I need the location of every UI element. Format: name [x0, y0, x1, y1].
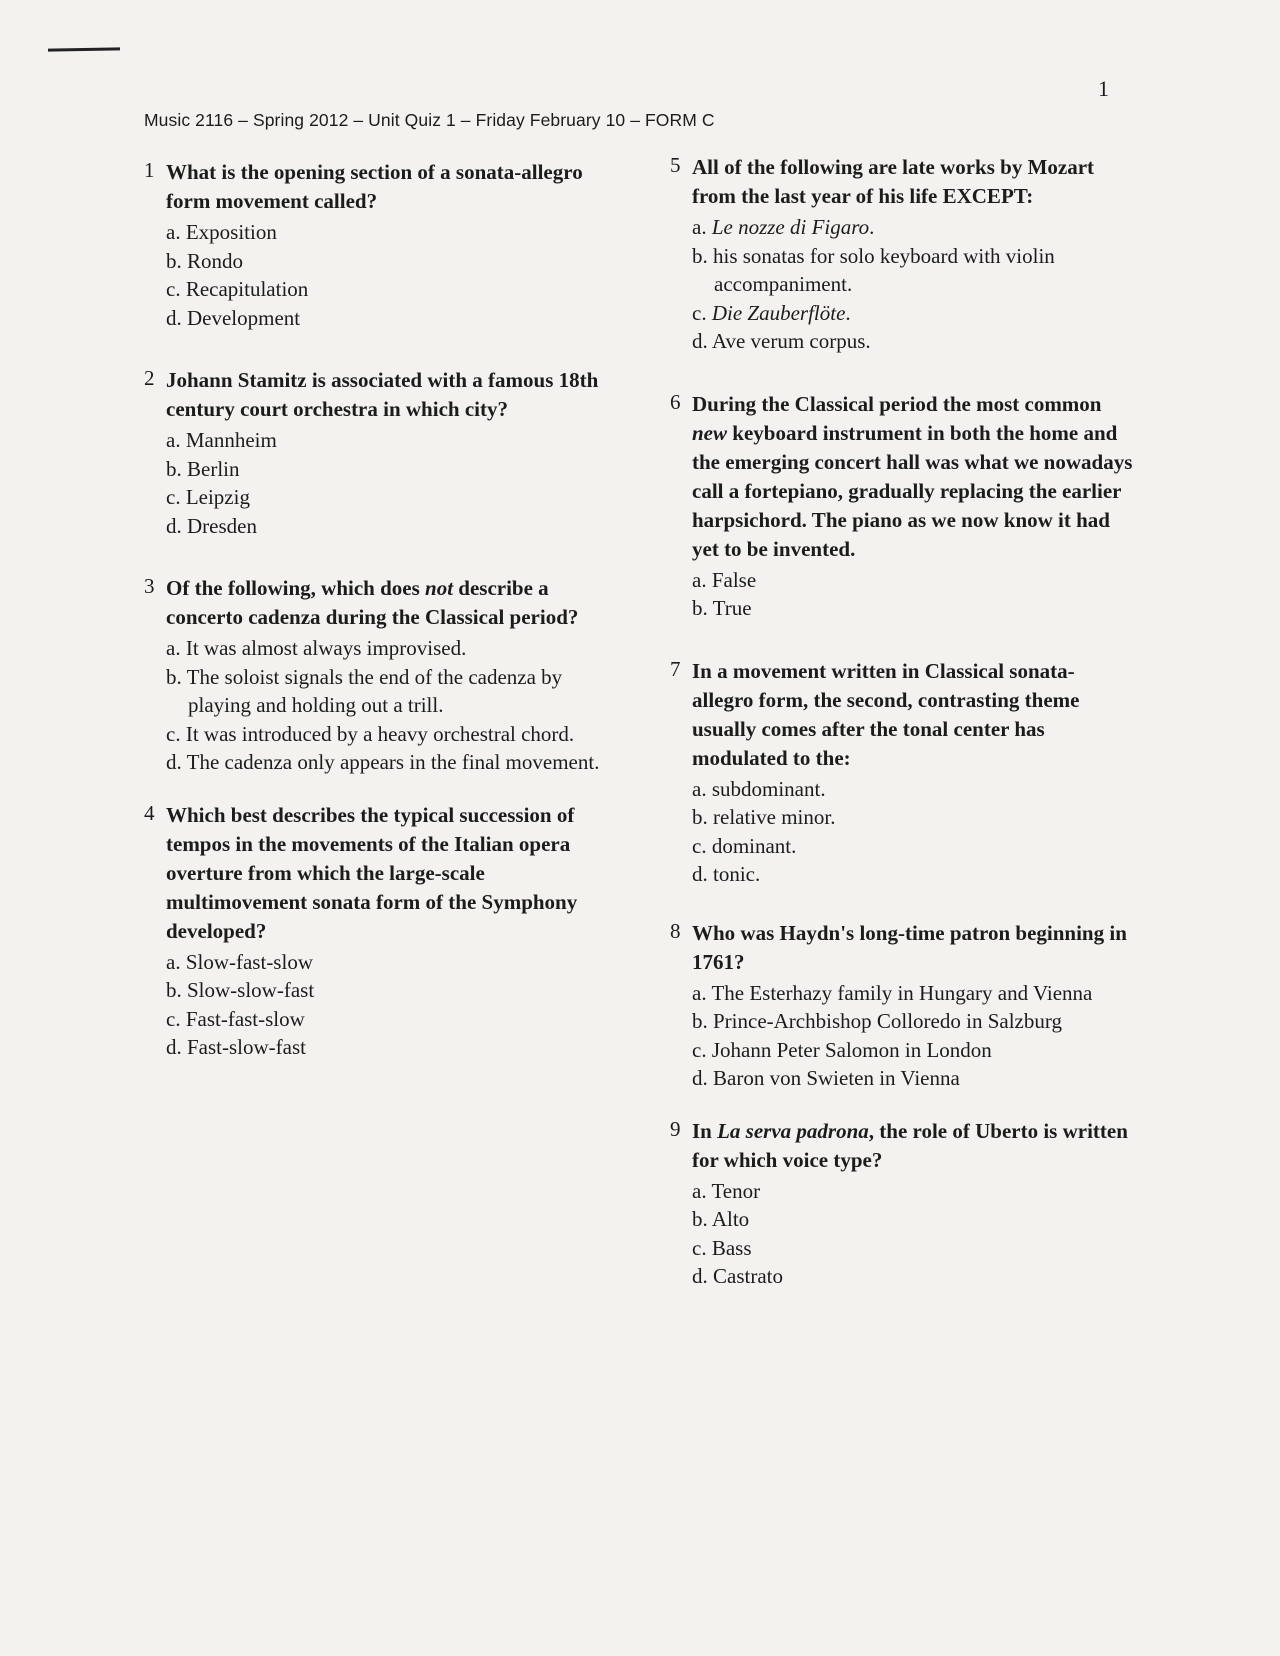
- question-number: 9: [670, 1116, 681, 1141]
- option-list: [166, 218, 610, 332]
- option-c: c. Leipzig: [166, 485, 250, 509]
- option-d: d. tonic.: [692, 862, 761, 886]
- question-number: 1: [144, 158, 155, 182]
- option-d: d. Ave verum corpus.: [692, 329, 871, 353]
- option-d: d. The cadenza only appears in the final movement.: [166, 750, 600, 774]
- option-c: [692, 299, 1136, 328]
- option-b: b. Slow-slow-fast: [166, 978, 315, 1002]
- scan-mark: [48, 47, 120, 51]
- option-list: [692, 213, 1136, 356]
- option-d: d. Development: [166, 305, 301, 330]
- question-text: In a movement written in Classical sonata-allegro form, the second, contrasting theme usually comes after the tonal center has modulated to the:: [692, 658, 1080, 770]
- question-text-emphasis: not: [425, 576, 454, 600]
- question-5: [666, 153, 1136, 356]
- option-d: d. Baron von Swieten in Vienna: [692, 1066, 960, 1090]
- option-a: a. The Esterhazy family in Hungary and Vienna: [692, 980, 1093, 1005]
- question-number: 6: [670, 389, 681, 414]
- option-list: [166, 426, 610, 540]
- question-2: [140, 366, 610, 540]
- option-b: b. Alto: [692, 1207, 750, 1231]
- question-6: [666, 390, 1136, 623]
- question-4: [140, 801, 610, 1062]
- option-a: [692, 213, 1136, 242]
- option-a: a. Mannheim: [166, 428, 277, 452]
- question-1: [140, 158, 610, 332]
- option-d: d. Castrato: [692, 1264, 783, 1288]
- question-7: [666, 657, 1136, 889]
- question-number: 5: [670, 153, 681, 177]
- option-a: a. Exposition: [166, 220, 277, 244]
- option-c: c. Recapitulation: [166, 277, 309, 301]
- work-title: La serva padrona: [717, 1118, 869, 1143]
- option-d: d. Fast-slow-fast: [166, 1035, 306, 1059]
- option-a: a. False: [692, 567, 757, 592]
- question-number: 8: [670, 918, 681, 943]
- option-suffix: .: [869, 215, 875, 239]
- question-number: 3: [144, 574, 155, 598]
- option-list: [692, 979, 1136, 1093]
- question-8: [666, 919, 1136, 1093]
- question-text-part: During the Classical period the most common: [692, 391, 1102, 416]
- question-3: [140, 574, 610, 777]
- question-text-part: , the role of Uberto is written for which voice type?: [692, 1118, 1128, 1172]
- option-c: c. It was introduced by a heavy orchestral chord.: [166, 721, 575, 746]
- option-a: a. subdominant.: [692, 776, 826, 801]
- option-b: b. Prince-Archbishop Colloredo in Salzburg: [692, 1009, 1062, 1033]
- question-text: Which best describes the typical succession of tempos in the movements of the Italian opera overture from which the large-scale multimovement sonata form of the Symphony developed?: [166, 802, 578, 943]
- question-text: All of the following are late works by Mozart from the last year of his life EXCEPT:: [692, 155, 1095, 208]
- option-a: a. It was almost always improvised.: [166, 636, 467, 660]
- page-number: 1: [1098, 76, 1109, 101]
- quiz-header: Music 2116 – Spring 2012 – Unit Quiz 1 – Friday February 10 – FORM C: [144, 110, 715, 130]
- option-list: [692, 775, 1136, 889]
- question-text: [692, 1117, 1136, 1175]
- option-b: b. True: [692, 596, 752, 620]
- option-b: b. The soloist signals the end of the cadenza by playing and holding out a trill.: [166, 664, 563, 717]
- option-c: c. dominant.: [692, 833, 797, 858]
- option-b: b. his sonatas for solo keyboard with violin accompaniment.: [692, 243, 1055, 296]
- question-text: [166, 574, 610, 632]
- option-list: [166, 948, 610, 1062]
- question-text: Who was Haydn's long-time patron beginning in 1761?: [692, 920, 1127, 974]
- option-list: [692, 1177, 1136, 1291]
- option-d: d. Dresden: [166, 513, 257, 538]
- option-a: a. Slow-fast-slow: [166, 949, 313, 974]
- option-b: b. relative minor.: [692, 805, 836, 829]
- left-column: [140, 158, 610, 1092]
- question-text-part: keyboard instrument in both the home and the emerging concert hall was what we nowadays call a fortepiano, gradually replacing the earlier harpsichord. The piano as we now know it had yet to be invented.: [692, 420, 1133, 561]
- option-c: c. Bass: [692, 1235, 752, 1260]
- option-b: b. Rondo: [166, 248, 244, 273]
- option-c: c. Fast-fast-slow: [166, 1006, 305, 1031]
- option-suffix: .: [845, 300, 851, 325]
- question-text-part: Of the following, which does: [166, 576, 426, 600]
- question-text: [692, 390, 1136, 564]
- right-column: [666, 153, 1136, 1321]
- question-text-part: describe a concerto cadenza during the Classical period?: [166, 576, 579, 629]
- question-number: 2: [144, 366, 155, 390]
- option-list: [692, 566, 1136, 623]
- option-prefix: a.: [692, 215, 712, 239]
- question-9: [666, 1117, 1136, 1291]
- option-list: [166, 634, 610, 777]
- option-prefix: c.: [692, 300, 712, 325]
- option-c: c. Johann Peter Salomon in London: [692, 1037, 992, 1062]
- work-title: Die Zauberflöte: [711, 300, 846, 325]
- question-text-part: In: [692, 1118, 718, 1143]
- option-a: a. Tenor: [692, 1178, 761, 1203]
- question-text: What is the opening section of a sonata-allegro form movement called?: [166, 160, 583, 213]
- question-number: 4: [144, 800, 155, 825]
- work-title: Le nozze di Figaro: [711, 215, 870, 239]
- question-number: 7: [670, 656, 681, 681]
- question-text-emphasis: new: [692, 420, 728, 445]
- option-b: b. Berlin: [166, 456, 240, 481]
- question-text: Johann Stamitz is associated with a famous 18th century court orchestra in which city?: [166, 368, 599, 421]
